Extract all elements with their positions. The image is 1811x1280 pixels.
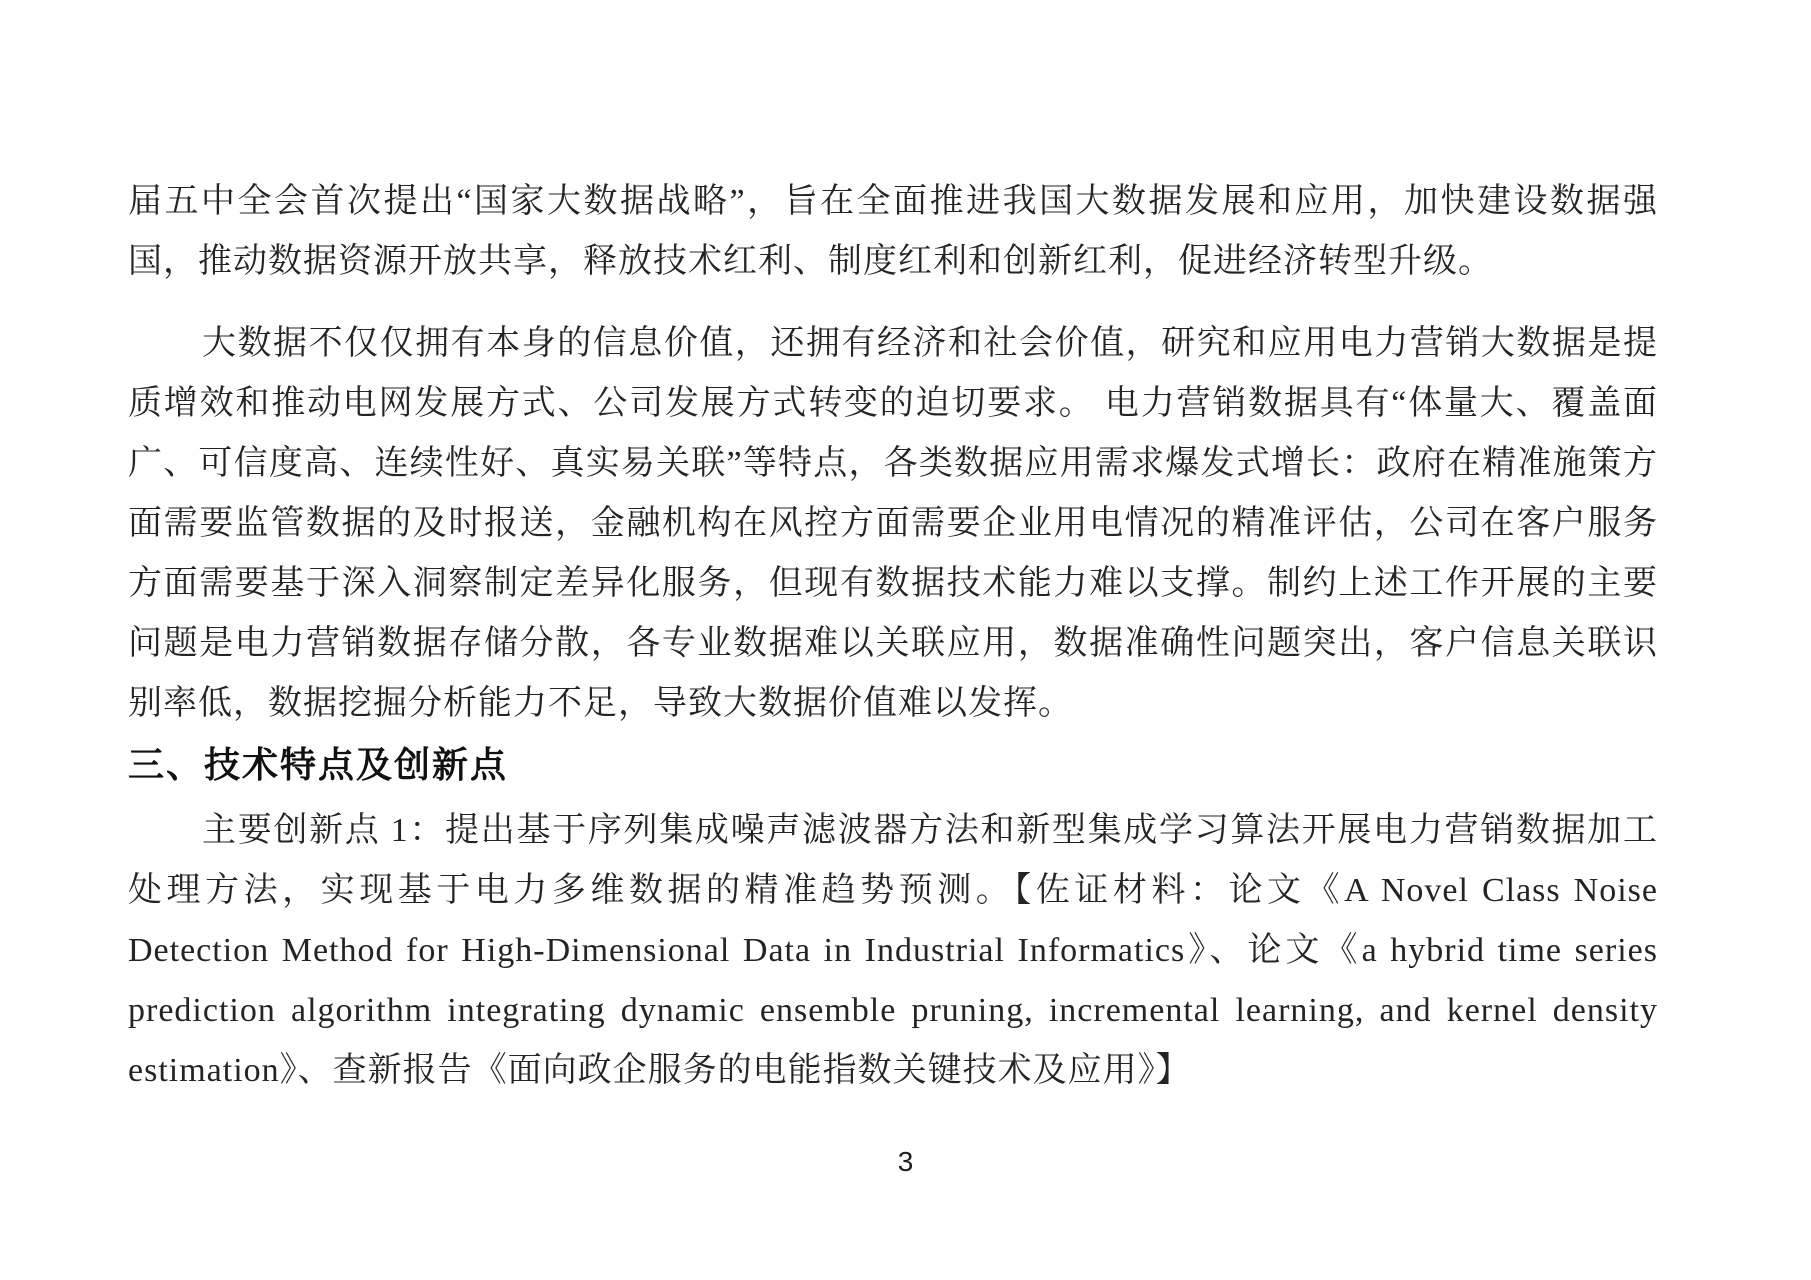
page-footer	[0, 1146, 1811, 1178]
page-number: 3	[897, 1146, 914, 1177]
section-heading-tech-features-innovations: 三、技术特点及创新点	[128, 744, 509, 785]
page-body	[128, 172, 1658, 1101]
paragraph-national-big-data-strategy: 届五中全会首次提出“国家大数据战略”，旨在全面推进我国大数据发展和应用，加快建设数据强国，推动数据资源开放共享，释放技术红利、制度红利和创新红利，促进经济转型升级。	[128, 183, 1658, 280]
paragraph-big-data-value: 大数据不仅仅拥有本身的信息价值，还拥有经济和社会价值，研究和应用电力营销大数据是提质增效和推动电网发展方式、公司发展方式转变的迫切要求。 电力营销数据具有“体量大、覆盖面广、可信度高、连续性好、真实易关联”等特点，各类数据应用需求爆发式增长：政府在精准施策方面需要监管数据的及时报送，金融机构在风控方面需要企业用电情况的精准评估，公司在客户服务方面需要基于深入洞察制定差异化服务，但现有数据技术能力难以支撑。制约上述工作开展的主要问题是电力营销数据存储分散，各专业数据难以关联应用，数据准确性问题突出，客户信息关联识别率低，数据挖掘分析能力不足，导致大数据价值难以发挥。	[128, 325, 1658, 722]
paragraph-innovation-point-1: 主要创新点 1：提出基于序列集成噪声滤波器方法和新型集成学习算法开展电力营销数据加工处理方法，实现基于电力多维数据的精准趋势预测。【佐证材料：论文《A Novel Class Noise Detection Method for High-Dimensional Data in Industrial Informatics》、论文《a hybrid time series prediction algorithm integrating dynamic ensemble pruning, incremental learning, and kernel density estimation》、查新报告《面向政企服务的电能指数关键技术及应用》】	[128, 812, 1658, 1089]
